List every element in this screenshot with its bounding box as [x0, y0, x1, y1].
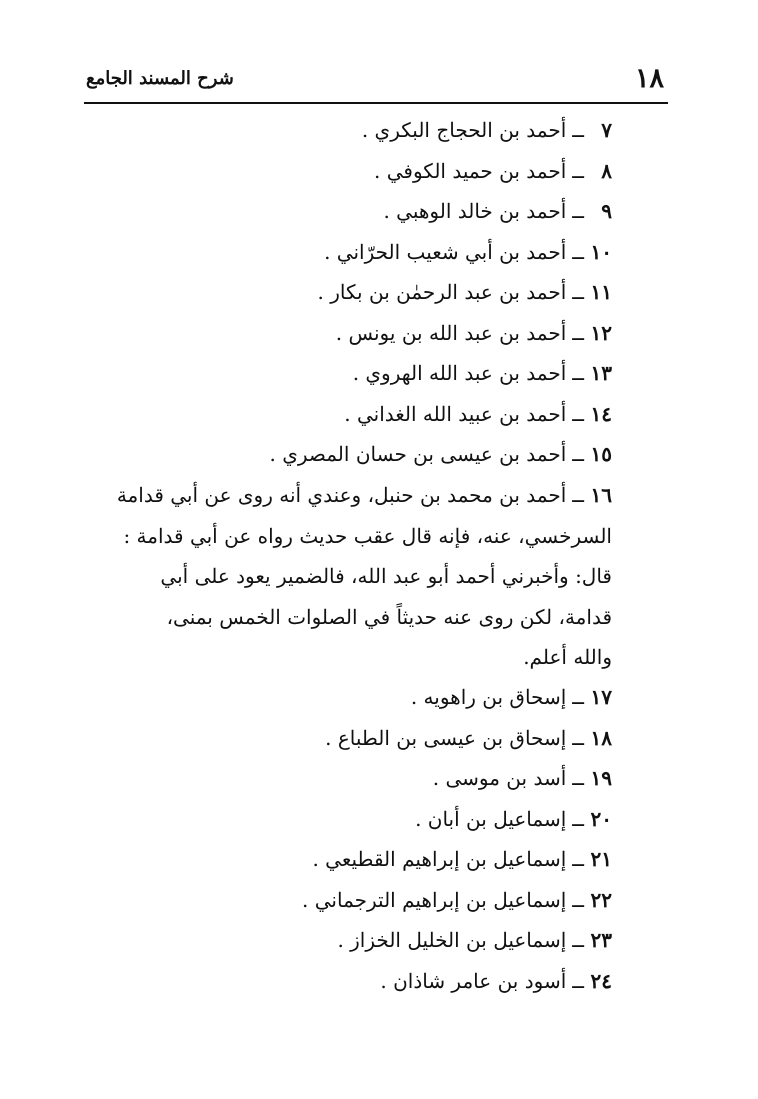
item-text: إسحاق بن عيسى بن الطباع . — [325, 725, 567, 750]
item-number: ٢١ — [590, 847, 612, 871]
item-text: إسماعيل بن الخليل الخزاز . — [337, 928, 567, 952]
item-dash: ــ — [572, 928, 584, 952]
item-text: أحمد بن عيسى بن حسان المصري . — [269, 442, 567, 466]
list-item — [82, 313, 612, 354]
item-number: ٧ — [601, 118, 612, 142]
item-text: أحمد بن عبد الله بن يونس . — [335, 320, 567, 345]
item-text: إسماعيل بن إبراهيم الترجماني . — [302, 887, 567, 912]
item-dash: ــ — [572, 361, 584, 385]
item-number: ٢٠ — [590, 806, 612, 831]
list-item — [82, 434, 612, 475]
item-dash: ــ — [572, 887, 584, 912]
paragraph-line — [82, 516, 612, 557]
item-number: ١٩ — [590, 766, 612, 790]
item-text: أحمد بن عبيد الله الغداني . — [344, 401, 567, 426]
narrator-list-part-1 — [82, 110, 612, 475]
item-number: ٩ — [601, 199, 612, 223]
item-text: إسماعيل بن إبراهيم القطيعي . — [312, 847, 567, 871]
item-number: ٨ — [601, 158, 612, 183]
item-dash: ــ — [572, 280, 584, 304]
paragraph-line-text: السرخسي، عنه، فإنه قال عقب حديث رواه عن أبي قدامة : — [123, 523, 612, 548]
page-header — [84, 62, 668, 96]
paragraph-line-text: قال: وأخبرني أحمد أبو عبد الله، فالضمير يعود على أبي — [160, 564, 612, 588]
item-text: أحمد بن عبد الرحمٰن بن بكار . — [317, 280, 567, 304]
item-number: ١٠ — [590, 239, 612, 264]
list-item — [82, 961, 612, 1002]
item-number: ١٣ — [590, 361, 612, 385]
list-item — [82, 272, 612, 313]
item-text: أحمد بن أبي شعيب الحرّاني . — [324, 239, 567, 264]
item-dash: ــ — [572, 725, 584, 750]
list-item — [82, 151, 612, 192]
item-dash: ــ — [572, 158, 584, 183]
item-number: ٢٢ — [590, 887, 612, 912]
item-dash: ــ — [572, 239, 584, 264]
list-item — [82, 799, 612, 840]
item-dash: ــ — [572, 766, 584, 790]
item-text: أحمد بن حميد الكوفي . — [374, 158, 567, 183]
list-item — [82, 353, 612, 394]
paragraph-line-text: والله أعلم. — [523, 645, 612, 669]
item-text: إسحاق بن راهويه . — [410, 685, 567, 709]
paragraph-line — [82, 597, 612, 638]
item-text: أسود بن عامر شاذان . — [380, 968, 567, 993]
list-item — [82, 232, 612, 273]
paragraph-line — [82, 556, 612, 597]
header-divider — [84, 102, 668, 104]
item-text: أسد بن موسى . — [432, 766, 567, 790]
paragraph-line-text: قدامة، لكن روى عنه حديثاً في الصلوات الخمس بمنى، — [166, 604, 612, 629]
item-number: ٢٣ — [590, 928, 612, 952]
list-item — [82, 718, 612, 759]
list-item — [82, 839, 612, 880]
list-item — [82, 880, 612, 921]
item-text: أحمد بن عبد الله الهروي . — [352, 361, 567, 385]
item-number: ١٨ — [590, 725, 612, 750]
item-number: ١١ — [590, 280, 612, 304]
item-number: ٢٤ — [590, 968, 612, 993]
item-dash: ــ — [572, 806, 584, 831]
item-dash: ــ — [572, 685, 584, 709]
item-number: ١٧ — [590, 685, 612, 709]
item-dash: ــ — [572, 118, 584, 142]
paragraph-line — [82, 475, 612, 516]
list-item — [82, 110, 612, 151]
item-dash: ــ — [572, 401, 584, 426]
list-item-16-paragraph — [82, 475, 612, 678]
list-item — [82, 191, 612, 232]
list-item — [82, 758, 612, 799]
list-item — [82, 394, 612, 435]
paragraph-line-text: أحمد بن محمد بن حنبل، وعندي أنه روى عن أبي قدامة — [116, 483, 567, 507]
item-text: إسماعيل بن أبان . — [415, 806, 567, 831]
item-number: ١٢ — [590, 320, 612, 345]
item-number: ١٥ — [590, 442, 612, 466]
item-dash: ــ — [572, 483, 584, 507]
item-text: أحمد بن خالد الوهبي . — [383, 199, 567, 223]
item-dash: ــ — [572, 320, 584, 345]
running-title: شرح المسند الجامع — [86, 68, 234, 89]
list-item — [82, 920, 612, 961]
item-number: ١٦ — [590, 483, 612, 507]
item-dash: ــ — [572, 442, 584, 466]
page-number: ١٨ — [634, 63, 664, 94]
item-dash: ــ — [572, 199, 584, 223]
narrator-list-part-2 — [82, 677, 612, 1001]
item-dash: ــ — [572, 847, 584, 871]
item-dash: ــ — [572, 968, 584, 993]
list-item — [82, 677, 612, 718]
paragraph-line — [82, 637, 612, 678]
item-number: ١٤ — [590, 401, 612, 426]
item-text: أحمد بن الحجاج البكري . — [361, 118, 567, 142]
